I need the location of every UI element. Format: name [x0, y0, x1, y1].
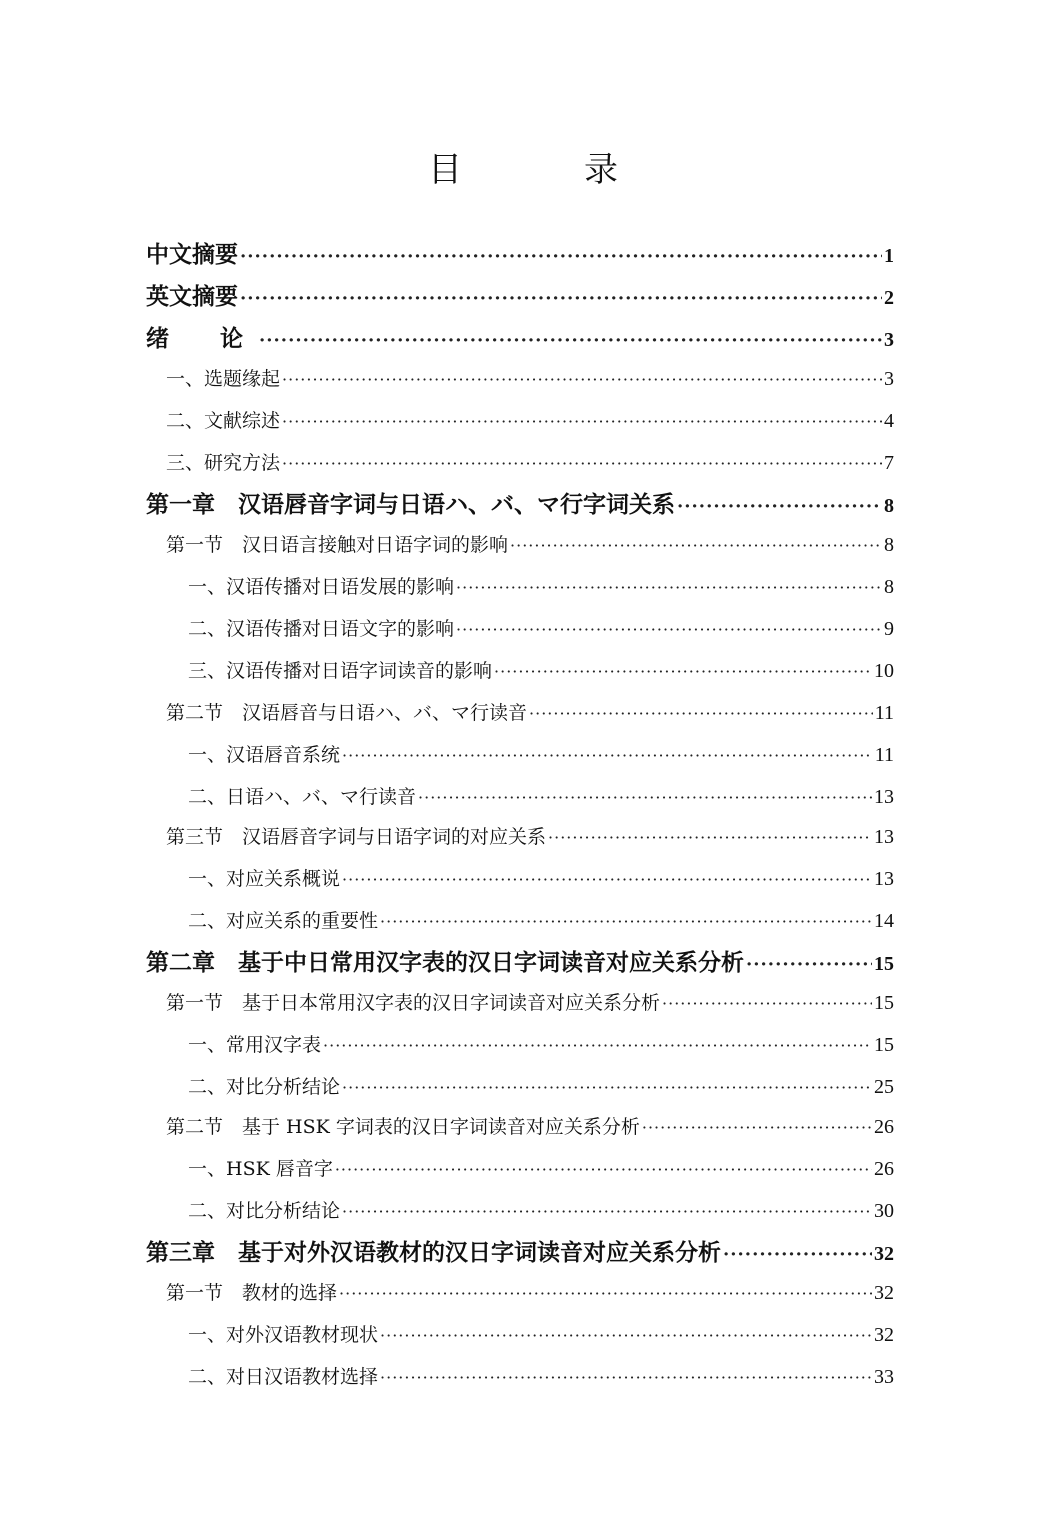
toc-entry[interactable]	[188, 1072, 894, 1099]
dot-leader	[259, 330, 882, 351]
toc-page-number: 2	[884, 287, 894, 309]
toc-entry-label: 英文摘要	[146, 284, 238, 310]
dot-leader	[342, 746, 873, 765]
toc-entry[interactable]	[188, 1196, 894, 1223]
toc-entry-label: 中文摘要	[146, 242, 238, 268]
toc-entry-label: 一、汉语唇音系统	[188, 744, 341, 766]
toc-page-number: 15	[874, 1034, 894, 1056]
toc-entry-section[interactable]	[166, 1112, 894, 1139]
dot-leader	[282, 370, 882, 389]
toc-entry-chapter-2[interactable]	[146, 944, 894, 977]
toc-page-number: 33	[874, 1366, 894, 1388]
dot-leader	[723, 1244, 872, 1265]
toc-entry-abstract-cn[interactable]	[146, 236, 894, 269]
dot-leader	[418, 788, 872, 807]
toc-entry-label: 二、对日汉语教材选择	[188, 1366, 379, 1388]
toc-entry[interactable]	[188, 1320, 894, 1347]
dot-leader	[342, 1202, 872, 1221]
dot-leader	[240, 246, 882, 267]
toc-entry-label: 一、对外汉语教材现状	[188, 1324, 379, 1346]
dot-leader	[339, 1284, 872, 1303]
toc-page-number: 1	[884, 245, 894, 267]
toc-entry-label: 第二章 基于中日常用汉字表的汉日字词读音对应关系分析	[146, 950, 744, 976]
dot-leader	[456, 578, 882, 597]
toc-page-number: 3	[884, 329, 894, 351]
toc-entry-label: 第一节 汉日语言接触对日语字词的影响	[166, 534, 509, 556]
toc-entry-label: 一、对应关系概说	[188, 868, 341, 890]
toc-entry-chapter-1[interactable]	[146, 486, 894, 519]
toc-entry-section[interactable]	[166, 822, 894, 849]
toc-entry[interactable]	[188, 906, 894, 933]
dot-leader	[240, 288, 882, 309]
toc-page-number: 11	[874, 702, 894, 724]
toc-page-number: 32	[874, 1243, 894, 1265]
toc-entry-label: 第二节 基于 HSK 字词表的汉日字词读音对应关系分析	[166, 1116, 640, 1138]
toc-page-number: 14	[874, 910, 894, 932]
dot-leader	[380, 912, 872, 931]
toc-entry-section[interactable]	[166, 988, 894, 1015]
toc-entry[interactable]	[166, 406, 894, 433]
toc-entry[interactable]	[188, 1362, 894, 1389]
dot-leader	[548, 828, 872, 847]
toc-entry-label: 绪 论	[146, 326, 257, 352]
toc-entry-label: 二、文献综述	[166, 410, 281, 432]
toc-entry-abstract-en[interactable]	[146, 278, 894, 311]
toc-entry-label: 二、汉语传播对日语文字的影响	[188, 618, 455, 640]
toc-page-number: 11	[874, 744, 894, 766]
toc-page-number: 32	[874, 1282, 894, 1304]
toc-entry-label: 二、对比分析结论	[188, 1076, 341, 1098]
toc-entry-label: 二、日语ハ、バ、マ行读音	[188, 786, 417, 808]
toc-entry-label: 一、汉语传播对日语发展的影响	[188, 576, 455, 598]
dot-leader	[380, 1326, 872, 1345]
dot-leader	[746, 954, 872, 975]
dot-leader	[282, 412, 882, 431]
toc-page-number: 30	[874, 1200, 894, 1222]
toc-entry[interactable]	[188, 740, 894, 767]
toc-page-number: 13	[874, 826, 894, 848]
dot-leader	[380, 1368, 872, 1387]
toc-entry-section[interactable]	[166, 530, 894, 557]
toc-entry[interactable]	[188, 1030, 894, 1057]
toc-entry-label: 三、研究方法	[166, 452, 281, 474]
toc-entry[interactable]	[188, 864, 894, 891]
toc-entry-label: 第二节 汉语唇音与日语ハ、バ、マ行读音	[166, 702, 528, 724]
toc-entry-section[interactable]	[166, 698, 894, 725]
toc-entry-introduction[interactable]	[146, 320, 894, 353]
toc-page-number: 4	[884, 410, 894, 432]
toc-entry-label: 二、对应关系的重要性	[188, 910, 379, 932]
toc-page-number: 3	[884, 368, 894, 390]
dot-leader	[456, 620, 882, 639]
toc-entry-label: 一、HSK 唇音字	[188, 1158, 333, 1180]
toc-page-number: 15	[874, 992, 894, 1014]
dot-leader	[323, 1036, 872, 1055]
toc-entry-section[interactable]	[166, 1278, 894, 1305]
dot-leader	[342, 870, 872, 889]
toc-entry[interactable]	[188, 656, 894, 683]
toc-entry-label: 二、对比分析结论	[188, 1200, 341, 1222]
toc-page-number: 7	[884, 452, 894, 474]
toc-page-number: 8	[884, 495, 894, 517]
dot-leader	[642, 1118, 872, 1137]
toc-page-number: 8	[884, 534, 894, 556]
toc-page-number: 26	[874, 1158, 894, 1180]
toc-entry-label: 第三节 汉语唇音字词与日语字词的对应关系	[166, 826, 547, 848]
toc-page-number: 10	[874, 660, 894, 682]
dot-leader	[677, 496, 882, 517]
toc-page-number: 13	[874, 786, 894, 808]
toc-entry[interactable]	[188, 614, 894, 641]
dot-leader	[529, 704, 873, 723]
toc-page-number: 25	[874, 1076, 894, 1098]
dot-leader	[494, 662, 872, 681]
toc-entry-label: 第一章 汉语唇音字词与日语ハ、バ、マ行字词关系	[146, 492, 675, 518]
page-title: 目 录	[428, 150, 662, 190]
toc-page-number: 26	[874, 1116, 894, 1138]
toc-page-number: 9	[884, 618, 894, 640]
toc-page-number: 15	[874, 953, 894, 975]
toc-entry-label: 三、汉语传播对日语字词读音的影响	[188, 660, 493, 682]
toc-entry[interactable]	[166, 448, 894, 475]
dot-leader	[335, 1160, 872, 1179]
dot-leader	[662, 994, 872, 1013]
dot-leader	[282, 454, 882, 473]
toc-entry-label: 一、选题缘起	[166, 368, 281, 390]
toc-page-number: 8	[884, 576, 894, 598]
dot-leader	[342, 1078, 872, 1097]
toc-entry-chapter-3[interactable]	[146, 1234, 894, 1267]
toc-entry-label: 一、常用汉字表	[188, 1034, 322, 1056]
toc-entry-label: 第三章 基于对外汉语教材的汉日字词读音对应关系分析	[146, 1240, 721, 1266]
toc-entry-label: 第一节 基于日本常用汉字表的汉日字词读音对应关系分析	[166, 992, 661, 1014]
toc-entry-label: 第一节 教材的选择	[166, 1282, 338, 1304]
toc-entry[interactable]	[166, 364, 894, 391]
toc-entry[interactable]	[188, 782, 894, 809]
dot-leader	[510, 536, 882, 555]
toc-entry[interactable]	[188, 572, 894, 599]
toc-page-number: 32	[874, 1324, 894, 1346]
toc-page-number: 13	[874, 868, 894, 890]
toc-entry[interactable]	[188, 1154, 894, 1181]
